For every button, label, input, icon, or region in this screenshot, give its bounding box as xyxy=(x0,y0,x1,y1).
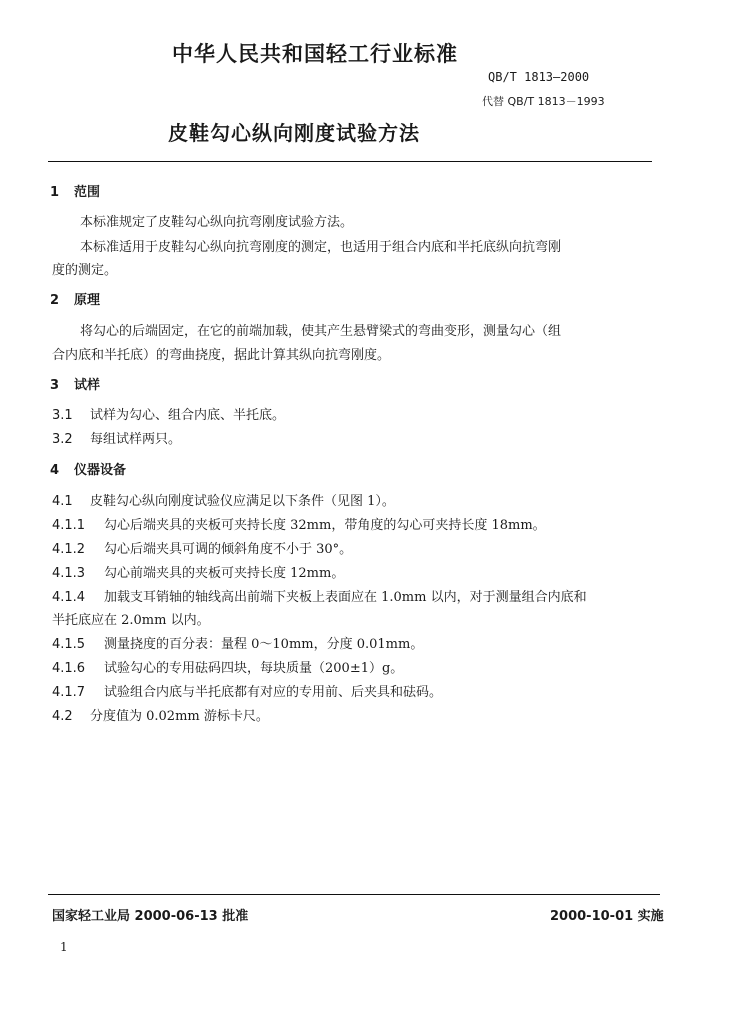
section-number: 2 xyxy=(50,293,60,308)
page-number: 1 xyxy=(60,940,68,954)
clause-number: 4.1.1 xyxy=(52,518,86,533)
section-title: 仪器设备 xyxy=(74,463,127,478)
clause-4-1-5 xyxy=(52,633,423,652)
section-number: 3 xyxy=(50,378,60,393)
clause-number: 4.1.6 xyxy=(52,661,86,676)
approval-info: 国家轻工业局 2000-06-13 批准 xyxy=(52,909,249,924)
section-number: 1 xyxy=(50,185,60,200)
clause-text: 试样为勾心、组合内底、半托底。 xyxy=(90,408,286,423)
section-title: 试样 xyxy=(74,378,101,393)
section-1-heading xyxy=(50,181,100,200)
clause-3-1 xyxy=(52,404,285,423)
clause-4-1 xyxy=(52,490,395,509)
replaces-standard: 代替 QB/T 1813－1993 xyxy=(482,95,605,108)
footer-divider xyxy=(48,894,660,895)
clause-4-2 xyxy=(52,705,269,724)
clause-number: 4.1 xyxy=(52,494,73,509)
clause-4-1-7 xyxy=(52,681,442,700)
clause-number: 4.1.4 xyxy=(52,590,86,605)
clause-text: 分度值为 0.02mm 游标卡尺。 xyxy=(90,709,269,724)
issuing-organization: 中华人民共和国轻工行业标准 xyxy=(172,42,458,66)
scope-paragraph-2-cont: 度的测定。 xyxy=(52,263,118,278)
section-2-heading xyxy=(50,289,100,308)
section-3-heading xyxy=(50,374,100,393)
clause-text: 勾心前端夹具的夹板可夹持长度 12mm。 xyxy=(104,566,345,581)
section-4-heading xyxy=(50,459,126,478)
clause-text: 皮鞋勾心纵向刚度试验仪应满足以下条件（见图 1）。 xyxy=(90,494,395,509)
section-title: 原理 xyxy=(74,293,101,308)
header-divider xyxy=(48,161,652,162)
section-title: 范围 xyxy=(74,185,101,200)
clause-text: 勾心后端夹具可调的倾斜角度不小于 30°。 xyxy=(104,542,353,557)
clause-3-2 xyxy=(52,428,181,447)
scope-paragraph-1: 本标准规定了皮鞋勾心纵向抗弯刚度试验方法。 xyxy=(80,215,354,230)
clause-number: 4.2 xyxy=(52,709,73,724)
document-title: 皮鞋勾心纵向刚度试验方法 xyxy=(168,121,420,145)
clause-4-1-1 xyxy=(52,514,546,533)
scope-paragraph-2: 本标准适用于皮鞋勾心纵向抗弯刚度的测定，也适用于组合内底和半托底纵向抗弯刚 xyxy=(80,240,562,255)
clause-text: 试验组合内底与半托底都有对应的专用前、后夹具和砝码。 xyxy=(104,685,443,700)
clause-number: 4.1.2 xyxy=(52,542,86,557)
clause-number: 3.1 xyxy=(52,408,73,423)
clause-4-1-4 xyxy=(52,586,587,605)
standard-number: QB/T 1813—2000 xyxy=(488,70,590,84)
principle-paragraph-cont: 合内底和半托底）的弯曲挠度，据此计算其纵向抗弯刚度。 xyxy=(52,348,391,363)
clause-4-1-6 xyxy=(52,657,403,676)
clause-text: 加载支耳销轴的轴线高出前端下夹板上表面应在 1.0mm 以内，对于测量组合内底和 xyxy=(104,590,587,605)
clause-text: 每组试样两只。 xyxy=(90,432,182,447)
clause-number: 3.2 xyxy=(52,432,73,447)
clause-text: 测量挠度的百分表：量程 0～10mm，分度 0.01mm。 xyxy=(104,637,424,652)
clause-text: 勾心后端夹具的夹板可夹持长度 32mm，带角度的勾心可夹持长度 18mm。 xyxy=(104,518,546,533)
principle-paragraph: 将勾心的后端固定，在它的前端加载，使其产生悬臂梁式的弯曲变形，测量勾心（组 xyxy=(80,324,562,339)
clause-number: 4.1.7 xyxy=(52,685,86,700)
clause-text: 试验勾心的专用砝码四块，每块质量（200±1）g。 xyxy=(104,661,404,676)
section-number: 4 xyxy=(50,463,60,478)
clause-4-1-2 xyxy=(52,538,352,557)
clause-number: 4.1.5 xyxy=(52,637,86,652)
clause-4-1-4-cont: 半托底应在 2.0mm 以内。 xyxy=(52,613,210,628)
clause-number: 4.1.3 xyxy=(52,566,86,581)
implementation-date: 2000-10-01 实施 xyxy=(550,909,664,924)
clause-4-1-3 xyxy=(52,562,344,581)
